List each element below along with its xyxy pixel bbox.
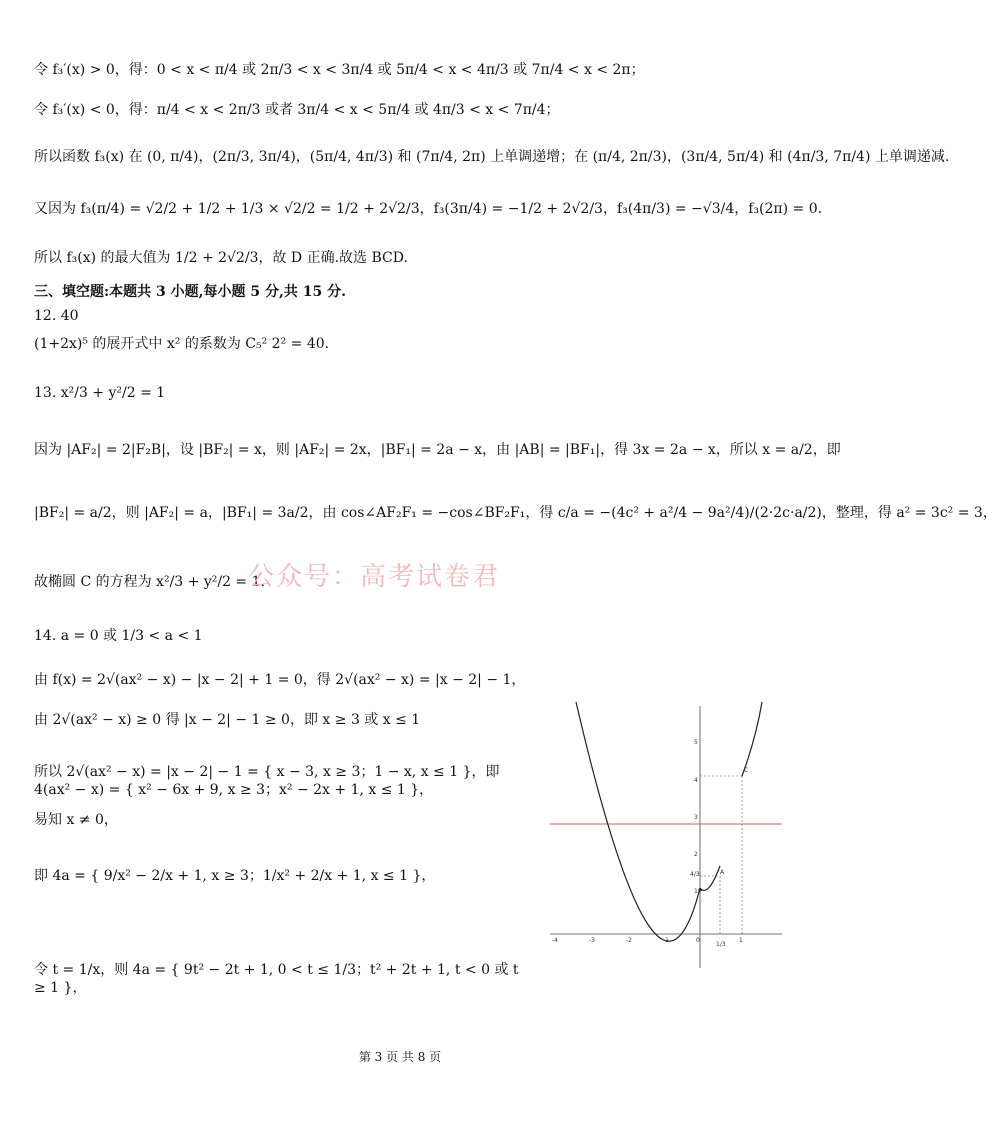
x-tick: -1 xyxy=(663,937,669,944)
text-line-1: 令 f₃′(x) > 0，得：0 < x < π/4 或 2π/3 < x < 3π/4 或 5π/4 < x < 4π/3 或 7π/4 < x < 2π； xyxy=(34,62,645,78)
x-tick: -2 xyxy=(626,937,632,944)
x-tick: -4 xyxy=(552,937,558,944)
x-tick-small: 1/3 xyxy=(716,941,726,948)
text-line-19: 令 t = 1/x，则 4a = { 9t² − 2t + 1, 0 < t ≤ 1/3；t² + 2t + 1, t < 0 或 t ≥ 1 }， xyxy=(34,962,519,996)
text-line-3: 所以函数 f₃(x) 在 (0, π/4)，(2π/3, 3π/4)，(5π/4, 4π/3) 和 (7π/4, 2π) 上单调递增；在 (π/4, 2π/3)，(3π/4, 5π/4) 和 (4π/3, 7π/4) 上单调递减. xyxy=(34,149,950,165)
x-tick: -3 xyxy=(589,937,595,944)
point-origin xyxy=(698,888,701,891)
page-footer: 第 3 页 共 8 页 xyxy=(358,1050,442,1064)
text-line-12: 故椭圆 C 的方程为 x²/3 + y²/2 = 1. xyxy=(34,574,265,590)
answer-14: 14. a = 0 或 1/3 < a < 1 xyxy=(34,628,203,644)
text-line-11: |BF₂| = a/2，则 |AF₂| = a，|BF₁| = 3a/2，由 cos∠AF₂F₁ = −cos∠BF₂F₁，得 c/a = −(4c² + a²/4 − 9a²/4)/(2·2c·a/2)，整理，得 a² = 3c² = 3， xyxy=(34,505,997,521)
y-tick: 3 xyxy=(694,814,698,821)
function-graph xyxy=(546,698,786,978)
watermark: 公众号：高考试卷君 xyxy=(248,562,501,592)
text-line-8: (1+2x)⁵ 的展开式中 x² 的系数为 C₅² 2² = 40. xyxy=(34,336,330,352)
text-line-4: 又因为 f₃(π/4) = √2/2 + 1/2 + 1/3 × √2/2 = 1/2 + 2√2/3，f₃(3π/4) = −1/2 + 2√2/3，f₃(4π/3) = −√3/4，f₃(2π) = 0. xyxy=(34,201,823,217)
text-line-14: 由 f(x) = 2√(ax² − x) − |x − 2| + 1 = 0，得 2√(ax² − x) = |x − 2| − 1， xyxy=(34,672,526,688)
x-tick: 1 xyxy=(739,937,743,944)
x-tick: 0 xyxy=(696,937,700,944)
label-a: A xyxy=(720,869,725,876)
y-tick: 2 xyxy=(694,851,698,858)
y-tick: 5 xyxy=(694,739,698,746)
parabola-right xyxy=(742,702,762,776)
text-line-15: 由 2√(ax² − x) ≥ 0 得 |x − 2| − 1 ≥ 0，即 x ≥ 3 或 x ≤ 1 xyxy=(34,712,421,728)
curve-middle xyxy=(700,866,720,890)
label-c: C xyxy=(744,767,749,774)
y-tick: 1 xyxy=(694,888,698,895)
answer-12: 12. 40 xyxy=(34,308,79,324)
answer-13: 13. x²/3 + y²/2 = 1 xyxy=(34,385,166,401)
text-line-2: 令 f₃′(x) < 0，得：π/4 < x < 2π/3 或者 3π/4 < x < 5π/4 或 4π/3 < x < 7π/4； xyxy=(34,102,560,118)
y-tick: 4 xyxy=(694,777,698,784)
text-line-5: 所以 f₃(x) 的最大值为 1/2 + 2√2/3，故 D 正确.故选 BCD. xyxy=(34,250,408,266)
text-line-16: 所以 2√(ax² − x) = |x − 2| − 1 = { x − 3, x ≥ 3；1 − x, x ≤ 1 }，即 4(ax² − x) = { x² − 6x + 9, x ≥ 3；x² − 2x + 1, x ≤ 1 }， xyxy=(34,764,500,798)
text-line-18: 即 4a = { 9/x² − 2/x + 1, x ≥ 3；1/x² + 2/x + 1, x ≤ 1 }， xyxy=(34,868,436,884)
text-line-10: 因为 |AF₂| = 2|F₂B|，设 |BF₂| = x，则 |AF₂| = 2x，|BF₁| = 2a − x，由 |AB| = |BF₁|，得 3x = 2a − x，所以 x = a/2，即 xyxy=(34,442,841,458)
section-heading: 三、填空题:本题共 3 小题,每小题 5 分,共 15 分. xyxy=(34,284,346,300)
text-line-17: 易知 x ≠ 0， xyxy=(34,812,118,828)
parabola-left xyxy=(576,702,700,941)
y-tick-small: 4/3 xyxy=(690,871,700,878)
